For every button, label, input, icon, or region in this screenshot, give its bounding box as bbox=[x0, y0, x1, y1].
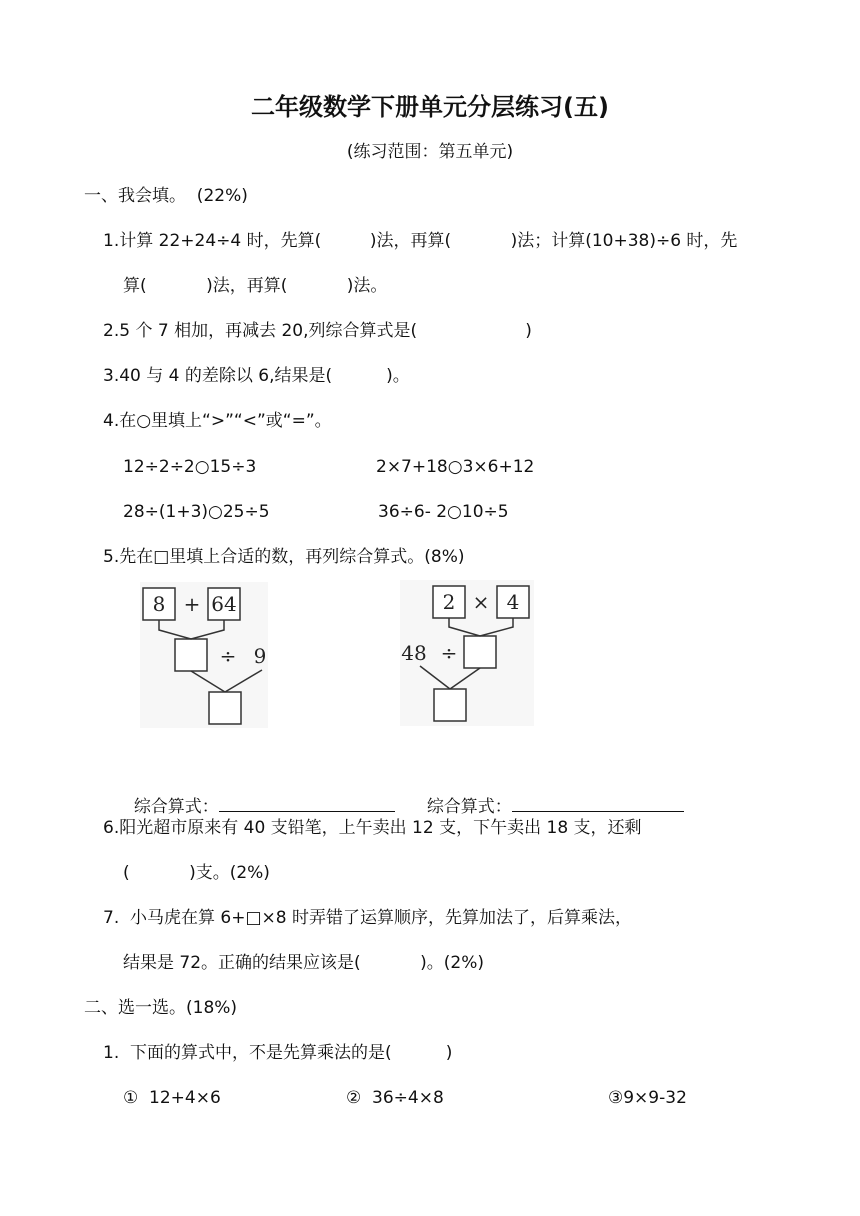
compare-item-4: 36÷6- 2○10÷5 bbox=[378, 502, 509, 522]
figure2-top-right-value: 4 bbox=[506, 590, 520, 614]
figure1-top-left-value: 8 bbox=[152, 592, 166, 616]
question-4: 4.在○里填上“>”“<”或“=”。 bbox=[103, 411, 332, 431]
figure1-mid-right-value: 9 bbox=[253, 644, 267, 668]
section-heading-1: 一、我会填。 (22%) bbox=[84, 186, 248, 206]
box-bottom-empty[interactable] bbox=[209, 692, 241, 724]
section-heading-2: 二、选一选。(18%) bbox=[84, 998, 238, 1018]
combined-formula-answer-line-1[interactable] bbox=[219, 793, 395, 812]
calculation-tree-figure-2 bbox=[400, 580, 534, 726]
figure2-divide-sign: ÷ bbox=[440, 641, 458, 665]
box-middle-empty[interactable] bbox=[175, 639, 207, 671]
question-7-line-1: 7. 小马虎在算 6+□×8 时弄错了运算顺序，先算加法了，后算乘法， bbox=[103, 908, 633, 928]
compare-item-1: 12÷2÷2○15÷3 bbox=[123, 457, 257, 477]
question-5: 5.先在□里填上合适的数，再列综合算式。(8%) bbox=[103, 547, 465, 567]
figure2-times-sign: × bbox=[472, 590, 490, 614]
question-1-line-2: 算( )法，再算( )法。 bbox=[123, 276, 388, 296]
combined-formula-answer-line-2[interactable] bbox=[512, 793, 684, 812]
question-6-line-1: 6.阳光超市原来有 40 支铅笔，上午卖出 12 支，下午卖出 18 支，还剩 bbox=[103, 818, 642, 838]
question-2: 2.5 个 7 相加，再减去 20,列综合算式是( ) bbox=[103, 321, 532, 341]
box-middle-empty[interactable] bbox=[464, 636, 496, 668]
question-1-line-1: 1.计算 22+24÷4 时，先算( )法，再算( )法；计算(10+38)÷6 时，先 bbox=[103, 231, 738, 251]
compare-item-3: 28÷(1+3)○25÷5 bbox=[123, 502, 270, 522]
question-7-line-2: 结果是 72。正确的结果应该是( )。(2%) bbox=[123, 953, 484, 973]
combined-formula-text-1: 综合算式： bbox=[133, 797, 219, 817]
page-subtitle: (练习范围：第五单元) bbox=[346, 142, 514, 162]
figure2-mid-left-value: 48 bbox=[401, 641, 427, 665]
option-2: ② 36÷4×8 bbox=[346, 1088, 444, 1108]
question-6-line-2: ( )支。(2%) bbox=[123, 863, 270, 883]
figure1-plus-sign: + bbox=[183, 592, 201, 616]
part2-question-1: 1. 下面的算式中，不是先算乘法的是( ) bbox=[103, 1043, 453, 1063]
page-title: 二年级数学下册单元分层练习(五) bbox=[251, 93, 609, 121]
box-bottom-empty[interactable] bbox=[434, 689, 466, 721]
compare-item-2: 2×7+18○3×6+12 bbox=[376, 457, 535, 477]
combined-formula-text-2: 综合算式： bbox=[426, 797, 512, 817]
figure1-top-right-value: 64 bbox=[211, 592, 237, 616]
combined-formula-label-1 bbox=[123, 771, 395, 818]
figure2-top-left-value: 2 bbox=[442, 590, 456, 614]
calculation-tree-figure-1 bbox=[140, 582, 268, 728]
option-1: ① 12+4×6 bbox=[123, 1088, 221, 1108]
figure1-divide-sign: ÷ bbox=[219, 644, 237, 668]
combined-formula-label-2 bbox=[416, 771, 684, 818]
question-3: 3.40 与 4 的差除以 6,结果是( )。 bbox=[103, 366, 410, 386]
option-3: ③9×9-32 bbox=[608, 1088, 687, 1108]
